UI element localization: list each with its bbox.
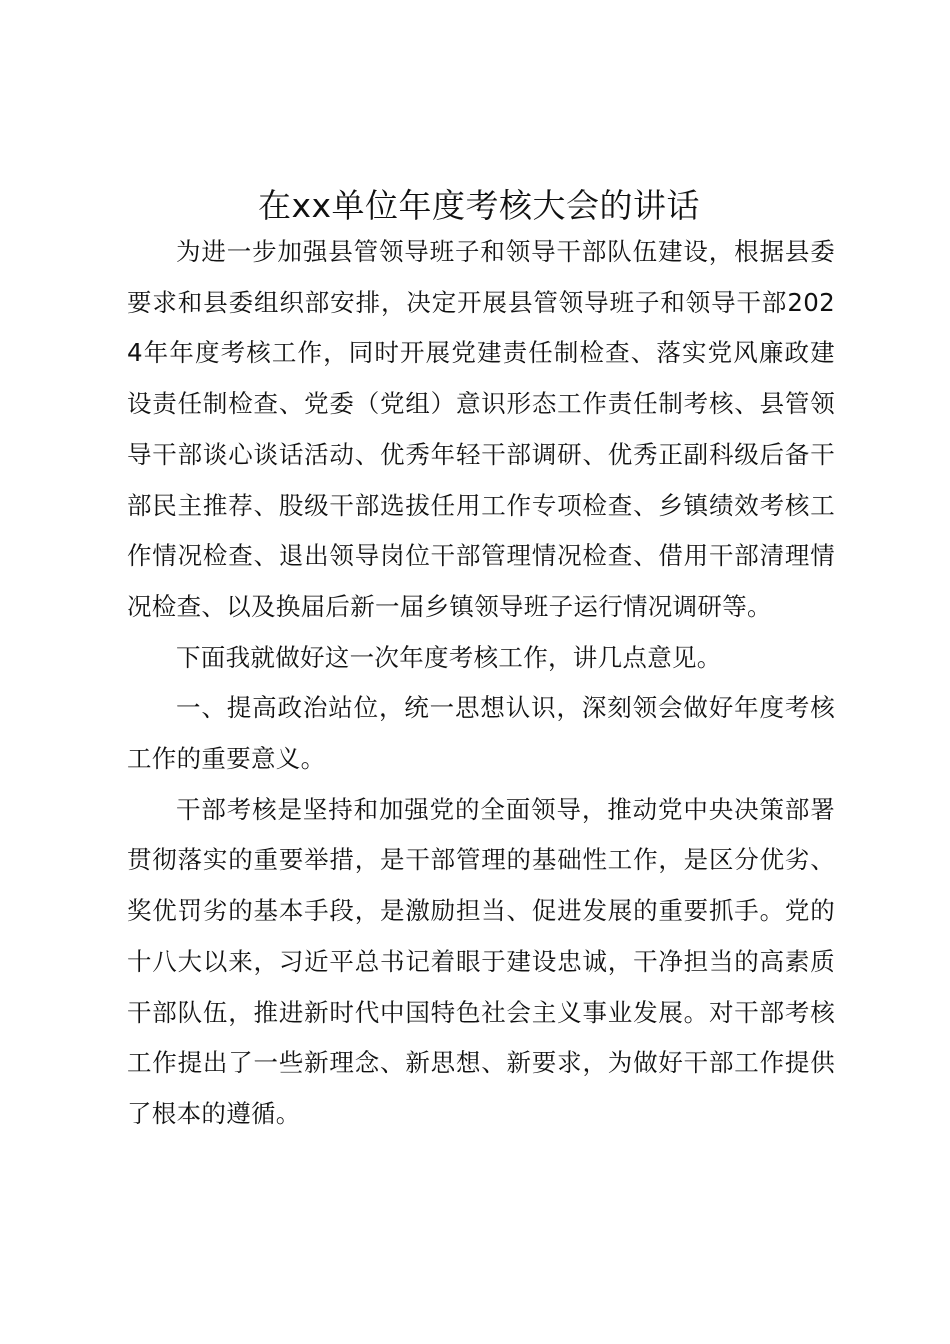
section-heading-1: 一、提高政治站位，统一思想认识，深刻领会做好年度考核工作的重要意义。 — [127, 693, 835, 774]
document-title: 在xx单位年度考核大会的讲话 — [257, 186, 701, 225]
paragraph-intro: 为进一步加强县管领导班子和领导干部队伍建设，根据县委要求和县委组织部安排，决定开展县管领导班子和领导干部2024年年度考核工作，同时开展党建责任制检查、落实党风廉政建设责任制检查、党委（党组）意识形态工作责任制考核、县管领导干部谈心谈话活动、优秀年轻干部调研、优秀正副科级后备干部民主推荐、股级干部选拔任用工作专项检查、乡镇绩效考核工作情况检查、退出领导岗位干部管理情况检查、借用干部清理情况检查、以及换届后新一届乡镇领导班子运行情况调研等。 — [127, 237, 835, 621]
document-body — [127, 227, 835, 1140]
paragraph-cadre-assessment: 干部考核是坚持和加强党的全面领导，推动党中央决策部署贯彻落实的重要举措，是干部管理的基础性工作，是区分优劣、奖优罚劣的基本手段，是激励担当、促进发展的重要抓手。党的十八大以来，习近平总书记着眼于建设忠诚，干净担当的高素质干部队伍，推进新时代中国特色社会主义事业发展。对干部考核工作提出了一些新理念、新思想、新要求，为做好干部工作提供了根本的遵循。 — [127, 794, 835, 1128]
paragraph-opinions: 下面我就做好这一次年度考核工作，讲几点意见。 — [176, 642, 722, 672]
